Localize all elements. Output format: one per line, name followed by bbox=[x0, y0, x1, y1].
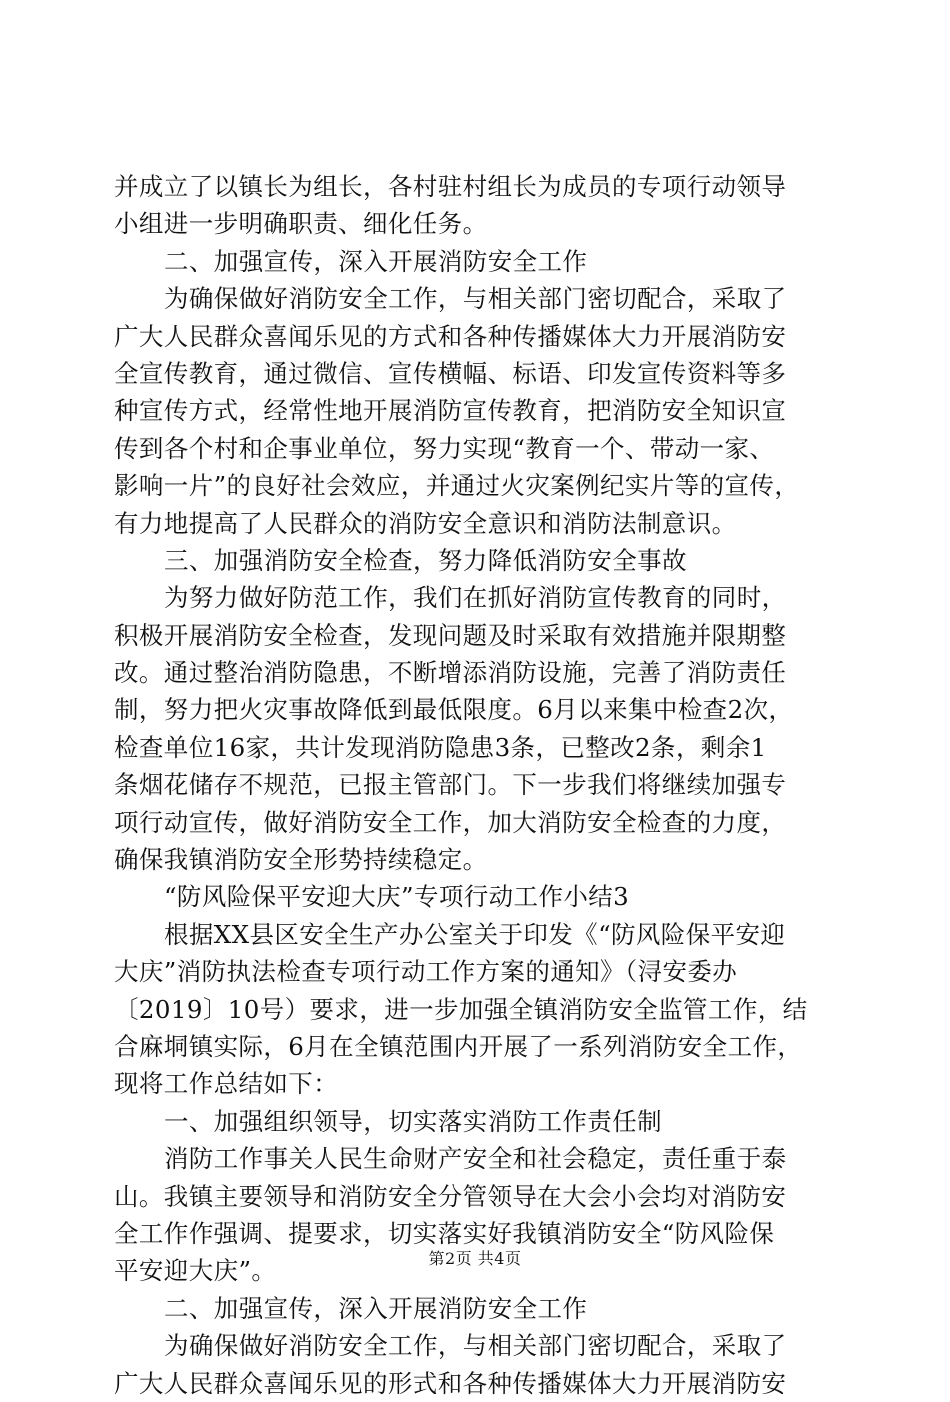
document-body bbox=[114, 168, 834, 1402]
text-line: 确保我镇消防安全形势持续稳定。 bbox=[114, 845, 488, 875]
text-line: 检查单位16家，共计发现消防隐患3条，已整改2条，剩余1 bbox=[114, 732, 767, 762]
text-line: 根据XX县区安全生产办公室关于印发《“防风险保平安迎 bbox=[164, 919, 786, 949]
text-line: 有力地提高了人民群众的消防安全意识和消防法制意识。 bbox=[114, 508, 737, 538]
text-line: 平安迎大庆”。 bbox=[114, 1256, 277, 1286]
text-line: 积极开展消防安全检查，发现问题及时采取有效措施并限期整 bbox=[114, 620, 787, 650]
text-line: 广大人民群众喜闻乐见的形式和各种传播媒体大力开展消防安 bbox=[114, 1368, 787, 1398]
text-line: 全工作作强调、提要求，切实落实好我镇消防安全“防风险保 bbox=[114, 1218, 775, 1248]
text-line: 现将工作总结如下： bbox=[114, 1069, 339, 1099]
text-line: 全宣传教育，通过微信、宣传横幅、标语、印发宣传资料等多 bbox=[114, 358, 787, 388]
text-line: 改。通过整治消防隐患，不断增添消防设施，完善了消防责任 bbox=[114, 658, 787, 688]
text-line: 〔2019〕10号）要求，进一步加强全镇消防安全监管工作，结 bbox=[114, 994, 808, 1024]
text-line: 影响一片”的良好社会效应，并通过火灾案例纪实片等的宣传， bbox=[114, 471, 800, 501]
text-line: 传到各个村和企事业单位，努力实现“教育一个、带动一家、 bbox=[114, 433, 775, 463]
section-heading: 三、加强消防安全检查，努力降低消防安全事故 bbox=[164, 545, 687, 575]
text-line: 小组进一步明确职责、细化任务。 bbox=[114, 209, 488, 239]
page-number-footer: 第2页 共4页 bbox=[428, 1249, 522, 1268]
text-line: 合麻垌镇实际，6月在全镇范围内开展了一系列消防安全工作， bbox=[114, 1031, 803, 1061]
text-line: 大庆”消防执法检查专项行动工作方案的通知》（浔安委办 bbox=[114, 957, 738, 987]
section-heading: 一、加强组织领导，切实落实消防工作责任制 bbox=[164, 1106, 662, 1136]
text-line: 并成立了以镇长为组长，各村驻村组长为成员的专项行动领导 bbox=[114, 172, 787, 201]
text-line: 山。我镇主要领导和消防安全分管领导在大会小会均对消防安 bbox=[114, 1181, 787, 1211]
text-line: 消防工作事关人民生命财产安全和社会稳定，责任重于泰 bbox=[164, 1144, 787, 1174]
text-line: 种宣传方式，经常性地开展消防宣传教育，把消防安全知识宣 bbox=[114, 396, 787, 426]
section-heading: 二、加强宣传，深入开展消防安全工作 bbox=[164, 1293, 588, 1323]
text-line: 为确保做好消防安全工作，与相关部门密切配合，采取了 bbox=[164, 284, 787, 314]
document-subtitle: “防风险保平安迎大庆”专项行动工作小结3 bbox=[164, 882, 630, 912]
text-line: 广大人民群众喜闻乐见的方式和各种传播媒体大力开展消防安 bbox=[114, 321, 787, 351]
text-line: 条烟花储存不规范，已报主管部门。下一步我们将继续加强专 bbox=[114, 770, 787, 800]
text-line: 项行动宣传，做好消防安全工作，加大消防安全检查的力度， bbox=[114, 807, 787, 837]
text-line: 为确保做好消防安全工作，与相关部门密切配合，采取了 bbox=[164, 1331, 787, 1361]
text-line: 为努力做好防范工作，我们在抓好消防宣传教育的同时， bbox=[164, 583, 787, 613]
text-line: 制，努力把火灾事故降低到最低限度。6月以来集中检查2次， bbox=[114, 695, 794, 725]
section-heading: 二、加强宣传，深入开展消防安全工作 bbox=[164, 246, 588, 276]
